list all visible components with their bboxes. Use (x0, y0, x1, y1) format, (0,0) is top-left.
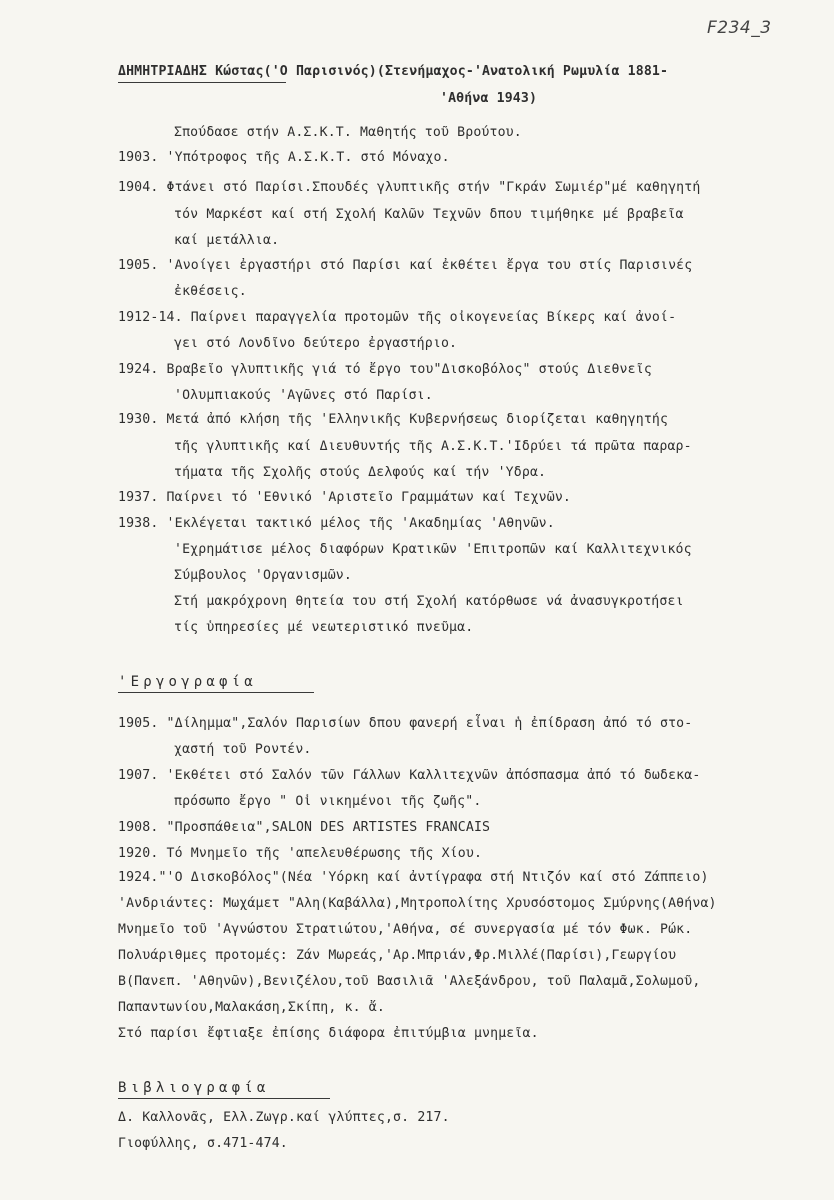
archive-reference: F234_3 (707, 18, 772, 38)
bibliography-heading: Βιβλιογραφία (118, 1080, 270, 1096)
works-line: Στό παρίσι ἔφτιαξε ἐπίσης διάφορα ἐπιτύμβια μνημεῖα. (118, 1026, 539, 1041)
bio-line: Στή μακρόχρονη θητεία του στή Σχολή κατόρθωσε νά ἀνασυγκροτήσει (174, 594, 684, 609)
works-line: Παπαντωνίου,Μαλακάση,Σκίπη, κ. ἄ. (118, 1000, 385, 1015)
works-line: 1907. 'Εκθέτει στό Σαλόν τῶν Γάλλων Καλλιτεχνῶν ἀπόσπασμα ἀπό τό δωδεκα- (118, 768, 701, 783)
bibliography-heading-underline (118, 1098, 330, 1099)
works-heading-underline (118, 692, 314, 693)
bio-line: 1904. Φτάνει στό Παρίσι.Σπουδές γλυπτικῆς στήν "Γκράν Σωμιέρ"μέ καθηγητή (118, 180, 701, 195)
works-line: χαστή τοῦ Ροντέν. (174, 742, 312, 757)
bio-line: τόν Μαρκέστ καί στή Σχολή Καλῶν Τεχνῶν δπου τιμήθηκε μέ βραβεῖα (174, 207, 684, 222)
works-line: 1920. Τό Μνημεῖο τῆς 'απελευθέρωσης τῆς Χίου. (118, 846, 483, 861)
bio-line: 1930. Μετά ἀπό κλήση τῆς 'Ελληνικῆς Κυβερνήσεως διορίζεται καθηγητής (118, 412, 669, 427)
bio-line: 'Ολυμπιακούς 'Αγῶνες στό Παρίσι. (174, 388, 433, 403)
works-heading: 'Εργογραφία (118, 674, 257, 690)
bio-line: 1938. 'Εκλέγεται τακτικό μέλος τῆς 'Ακαδημίας 'Αθηνῶν. (118, 516, 555, 531)
bio-line: ἐκθέσεις. (174, 284, 247, 299)
works-line: 1908. "Προσπάθεια",SALON DES ARTISTES FRANCAIS (118, 820, 491, 835)
works-line: πρόσωπο ἔργο " Οἱ νικημένοι τῆς ζωῆς". (174, 794, 482, 809)
works-line: 'Ανδριάντες: Μωχάμετ "Αλη(Καβάλλα),Μητροπολίτης Χρυσόστομος Σμύρνης(Αθήνα) (118, 896, 717, 911)
bio-line: τίς ὑπηρεσίες μέ νεωτεριστικό πνεῦμα. (174, 620, 474, 635)
heading-line-1: ΔΗΜΗΤΡΙΑΔΗΣ Κώστας('Ο Παρισινός)(Στενήμαχος-'Ανατολική Ρωμυλία 1881- (118, 64, 669, 79)
bibliography-line: Δ. Καλλονᾶς, Ελλ.Ζωγρ.καί γλύπτες,σ. 217. (118, 1110, 450, 1125)
heading-underline (118, 82, 286, 83)
works-line: Μνημεῖο τοῦ 'Αγνώστου Στρατιώτου,'Αθήνα, σέ συνεργασία μέ τόν Φωκ. Ρώκ. (118, 922, 693, 937)
bio-line: 1937. Παίρνει τό 'Εθνικό 'Αριστεῖο Γραμμάτων καί Τεχνῶν. (118, 490, 572, 505)
bio-line: 1905. 'Ανοίγει ἐργαστήρι στό Παρίσι καί ἐκθέτει ἔργα του στίς Παρισινές (118, 258, 693, 273)
heading-line-2: 'Αθήνα 1943) (440, 91, 538, 106)
bio-line: τῆς γλυπτικῆς καί Διευθυντής τῆς Α.Σ.Κ.Τ.'Ιδρύει τά πρῶτα παραρ- (174, 439, 692, 454)
bio-line: καί μετάλλια. (174, 233, 280, 248)
bio-line: 1912-14. Παίρνει παραγγελία προτομῶν τῆς οἰκογενείας Βίκερς καί ἀνοί- (118, 310, 677, 325)
works-line: Πολυάριθμες προτομές: Ζάν Μωρεάς,'Αρ.Μπριάν,Φρ.Μιλλέ(Παρίσι),Γεωργίου (118, 948, 677, 963)
bio-line: 'Εχρημάτισε μέλος διαφόρων Κρατικῶν 'Επιτροπῶν καί Καλλιτεχνικός (174, 542, 692, 557)
bio-line: Σύμβουλος 'Οργανισμῶν. (174, 568, 352, 583)
bibliography-line: Γιοφύλλης, σ.471-474. (118, 1136, 288, 1151)
bio-line: 1924. Βραβεῖο γλυπτικῆς γιά τό ἔργο του"Δισκοβόλος" στούς Διεθνεῖς (118, 362, 652, 377)
works-line: 1924."'Ο Δισκοβόλος"(Νέα 'Υόρκη καί ἀντίγραφα στή Ντιζόν καί στό Ζάππειο) (118, 870, 709, 885)
works-line: Β(Πανεπ. 'Αθηνῶν),Βενιζέλου,τοῦ Βασιλιᾶ 'Αλεξάνδρου, τοῦ Παλαμᾶ,Σολωμοῦ, (118, 974, 701, 989)
bio-line: τήματα τῆς Σχολῆς στούς Δελφούς καί τήν 'Υδρα. (174, 465, 547, 480)
bio-line: Σπούδασε στήν Α.Σ.Κ.Τ. Μαθητής τοῦ Βρούτου. (174, 125, 522, 140)
bio-line: 1903. 'Υπότροφος τῆς Α.Σ.Κ.Τ. στό Μόναχο. (118, 150, 450, 165)
bio-line: γει στό Λονδῖνο δεύτερο ἐργαστήριο. (174, 336, 458, 351)
works-line: 1905. "Δίλημμα",Σαλόν Παρισίων δπου φανερή εἶναι ἡ ἐπίδραση ἀπό τό στο- (118, 716, 693, 731)
